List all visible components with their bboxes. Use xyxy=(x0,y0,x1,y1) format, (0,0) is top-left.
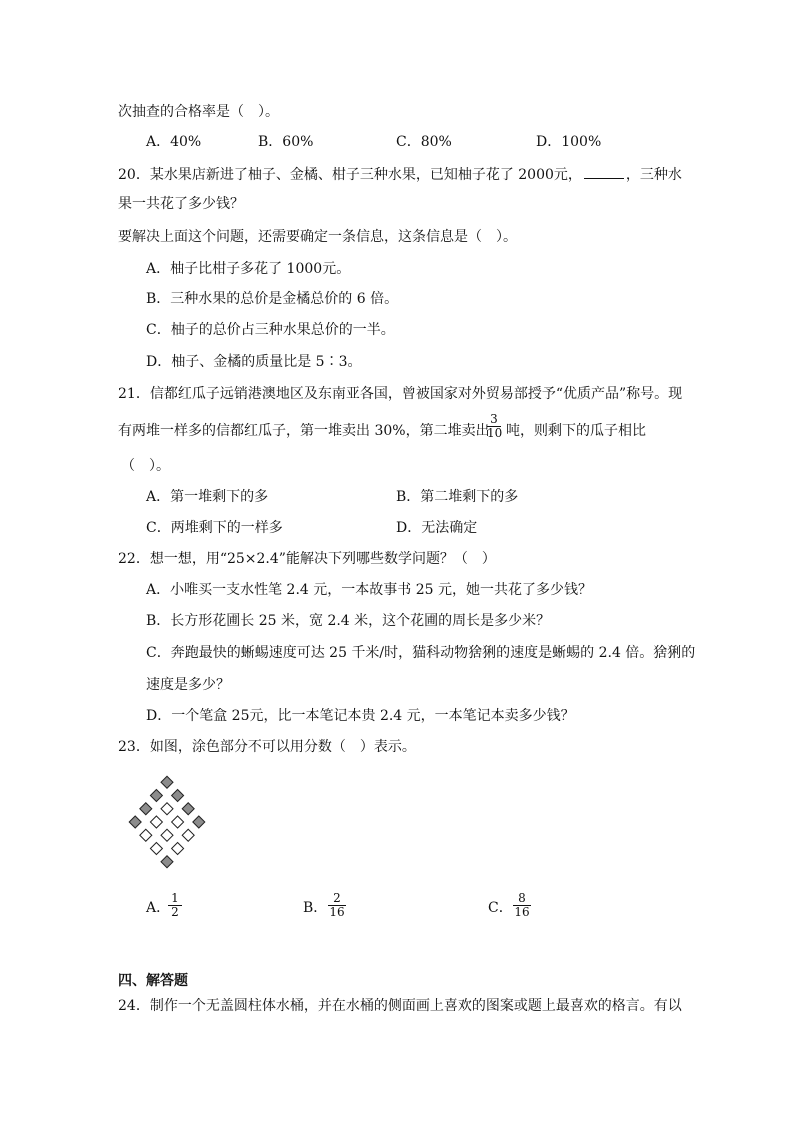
q20-answer-blank xyxy=(584,166,624,179)
blank-square xyxy=(172,816,184,828)
q20-option-a: A．柚子比柑子多花了 1000元。 xyxy=(146,261,351,277)
q20-line3: 要解决上面这个问题，还需要确定一条信息，这条信息是（ ）。 xyxy=(118,229,517,245)
q21-line2-a: 有两堆一样多的信都红瓜子，第一堆卖出 30%，第二堆卖出 xyxy=(118,423,490,439)
q24-line1: 24．制作一个无盖圆柱体水桶，并在水桶的侧面画上喜欢的图案或题上最喜欢的格言。有以 xyxy=(118,998,682,1014)
q23-option-a-numerator: 1 xyxy=(168,892,182,906)
blank-square xyxy=(182,829,194,841)
q21-option-b: B．第二堆剩下的多 xyxy=(396,489,519,505)
diamond-figure xyxy=(118,770,218,876)
q23-option-b-label: B． xyxy=(303,900,328,916)
q19-option-d: D．100% xyxy=(536,134,602,150)
q23-option-c-denominator: 16 xyxy=(514,905,530,919)
q22-option-c: C．奔跑最快的蜥蜴速度可达 25 千米/时，猫科动物猞猁的速度是蜥蜴的 2.4 倍。猞猁的 xyxy=(146,645,696,661)
section-title: 四、解答题 xyxy=(118,973,188,989)
q21-option-c: C．两堆剩下的一样多 xyxy=(146,520,283,536)
shaded-square xyxy=(172,790,184,802)
q20-line1 xyxy=(118,166,682,183)
q22-option-d: D．一个笔盒 25元，比一本笔记本贵 2.4 元，一本笔记本卖多少钱？ xyxy=(146,708,575,724)
q21-line3: （ ）。 xyxy=(121,458,170,474)
q22-option-c-cont: 速度是多少？ xyxy=(146,677,230,693)
q23-option-b-fraction xyxy=(328,892,346,919)
q23-option-a-label: A． xyxy=(146,900,171,916)
q20-option-c: C．柚子的总价占三种水果总价的一半。 xyxy=(146,322,395,338)
shaded-square xyxy=(182,803,194,815)
q23-line1: 23．如图，涂色部分不可以用分数（ ）表示。 xyxy=(118,739,416,755)
q21-fraction xyxy=(487,413,501,440)
q22-option-a: A．小唯买一支水性笔 2.4 元，一本故事书 25 元，她一共花了多少钱？ xyxy=(146,582,592,598)
shaded-square xyxy=(193,816,205,828)
q23-option-a-fraction xyxy=(168,892,182,919)
q20-line1-text-b: ，三种水 xyxy=(625,167,682,183)
q21-option-a: A．第一堆剩下的多 xyxy=(146,489,269,505)
q23-option-c-label: C． xyxy=(488,900,513,916)
q20-option-d: D．柚子、金橘的质量比是 5∶3。 xyxy=(146,354,362,370)
q21-line2-b: 吨，则剩下的瓜子相比 xyxy=(506,423,646,439)
blank-square xyxy=(140,829,152,841)
shaded-square xyxy=(161,856,173,868)
q22-option-b: B．长方形花圃长 25 米，宽 2.4 米，这个花圃的周长是多少米？ xyxy=(146,613,551,629)
blank-square xyxy=(150,816,162,828)
q21-fraction-denominator: 10 xyxy=(487,426,503,440)
q21-option-d: D．无法确定 xyxy=(396,520,478,536)
q21-fraction-numerator: 3 xyxy=(487,413,501,427)
q23-option-a-denominator: 2 xyxy=(171,905,179,919)
q23-option-b-numerator: 2 xyxy=(328,892,346,906)
shaded-square xyxy=(129,816,141,828)
q23-option-b-denominator: 16 xyxy=(329,905,345,919)
q20-option-b: B．三种水果的总价是金橘总价的 6 倍。 xyxy=(146,291,399,307)
q19-option-b: B．60% xyxy=(258,134,314,150)
blank-square xyxy=(161,829,173,841)
q19-option-c: C．80% xyxy=(396,134,452,150)
shaded-square xyxy=(161,776,173,788)
blank-square xyxy=(172,843,184,855)
q19-line-end: 次抽查的合格率是（ ）。 xyxy=(118,104,279,120)
q20-line1-text-a: 20．某水果店新进了柚子、金橘、柑子三种水果，已知柚子花了 2000元， xyxy=(118,167,582,183)
q19-option-a: A．40% xyxy=(146,134,202,150)
shaded-square xyxy=(150,790,162,802)
q23-option-c-fraction xyxy=(513,892,531,919)
q20-line2: 果一共花了多少钱？ xyxy=(118,196,244,212)
q23-option-c-numerator: 8 xyxy=(513,892,531,906)
q21-line1: 21．信都红瓜子远销港澳地区及东南亚各国，曾被国家对外贸易部授予“优质产品”称号。现 xyxy=(118,386,683,402)
shaded-square xyxy=(140,803,152,815)
blank-square xyxy=(161,803,173,815)
blank-square xyxy=(150,843,162,855)
q22-line1: 22．想一想，用“25×2.4”能解决下列哪些数学问题？（ ） xyxy=(118,551,496,567)
